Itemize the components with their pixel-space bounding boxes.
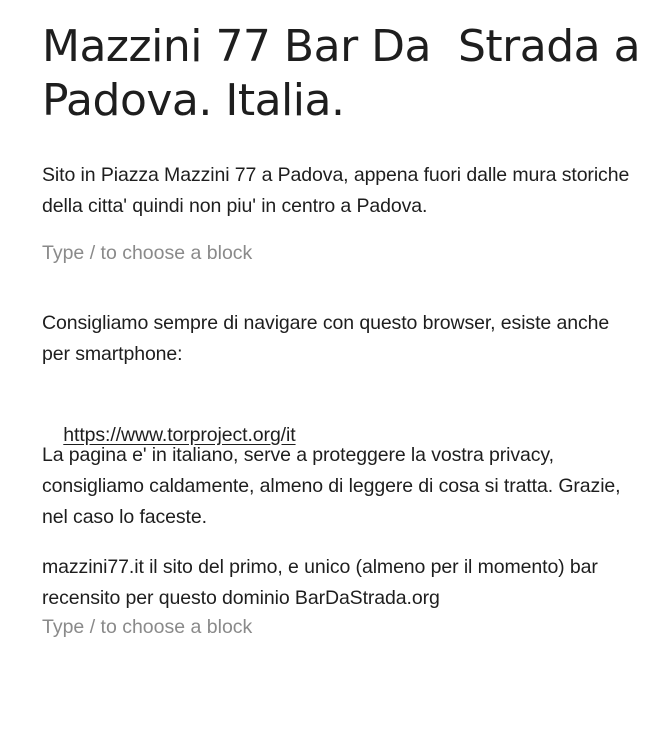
post-title[interactable]: Mazzini 77 Bar Da Strada a Padova. Italia. [42, 21, 654, 126]
paragraph-intro[interactable]: Sito in Piazza Mazzini 77 a Padova, appena fuori dalle mura storiche della citta' quindi non piu' in centro a Padova. [42, 164, 635, 217]
post-editor [42, 20, 672, 638]
paragraph-privacy-note[interactable]: La pagina e' in italiano, serve a proteggere la vostra privacy, consigliamo caldamente, almeno di leggere di cosa si tratta. Grazie, nel caso lo faceste. [42, 444, 626, 528]
block-placeholder[interactable]: Type / to choose a block [42, 242, 253, 264]
paragraph-browser-advice[interactable]: Consigliamo sempre di navigare con questo browser, esiste anche per smartphone: [42, 312, 615, 365]
block-placeholder[interactable]: Type / to choose a block [42, 616, 253, 638]
torproject-link[interactable]: https://www.torproject.org/it [63, 424, 296, 446]
paragraph-site-note[interactable]: mazzini77.it il sito del primo, e unico (almeno per il momento) bar recensito per questo dominio BarDaStrada.org [42, 556, 604, 609]
